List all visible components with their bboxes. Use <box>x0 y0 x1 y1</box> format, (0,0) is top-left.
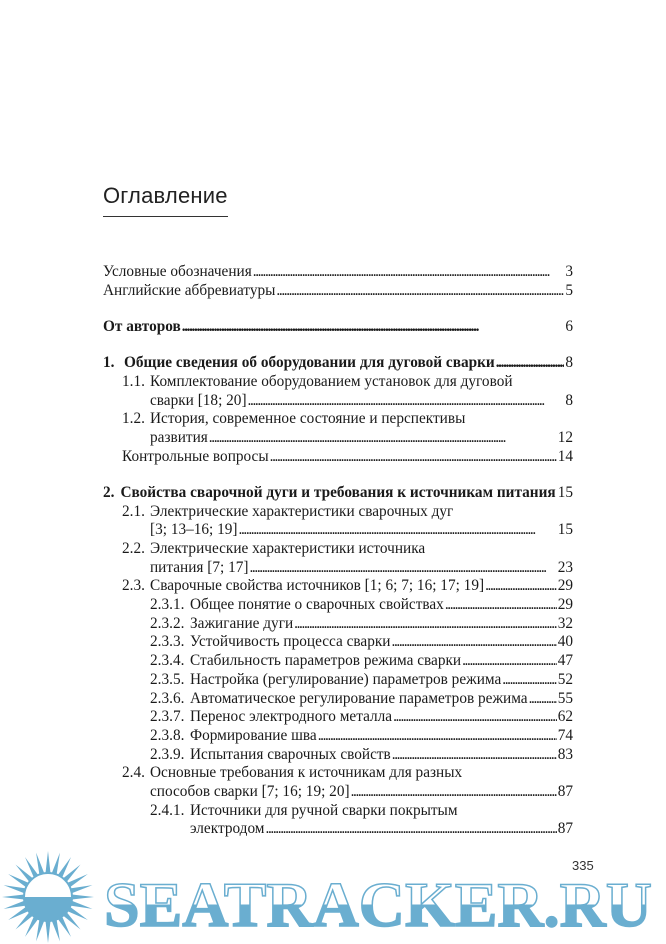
toc-entry-title: Зажигание дуги <box>190 614 294 632</box>
sun-ray <box>70 885 92 893</box>
dot-leader <box>529 690 557 709</box>
toc-entry-title: Условные обозначения <box>103 263 252 280</box>
toc-entry[interactable] <box>103 540 573 559</box>
page-title: Оглавление <box>103 183 228 208</box>
toc-entry[interactable] <box>103 708 573 727</box>
dot-leader <box>249 559 556 578</box>
dot-leader <box>502 671 556 690</box>
toc-entry[interactable] <box>103 318 573 337</box>
sun-ray <box>36 853 44 875</box>
toc-entry-title: Свойства сварочной дуги и требования к источникам питания <box>120 483 556 501</box>
toc-entry[interactable] <box>103 690 573 709</box>
dot-leader <box>266 820 557 839</box>
toc-page-number: 62 <box>557 708 573 726</box>
toc-entry-title: Устойчивость процесса сварки <box>190 633 391 651</box>
toc-entry-number: 2.1. <box>122 502 145 520</box>
toc-page-number: 52 <box>557 670 573 688</box>
toc-entry-title: Перенос электродного металла <box>190 708 393 726</box>
toc-entry-number: 2.3.2. <box>150 614 185 632</box>
toc-page-number: 29 <box>557 577 573 595</box>
toc-entry[interactable] <box>103 615 573 634</box>
toc-page-number: 40 <box>557 633 573 651</box>
toc-entry[interactable] <box>103 503 573 522</box>
toc-entry-title: способов сварки [7; 16; 19; 20] <box>150 783 350 801</box>
toc-entry-number: 1.1. <box>122 372 145 390</box>
toc-entry-number: 2.3.6. <box>150 689 185 707</box>
sun-ray <box>72 894 94 899</box>
dot-leader <box>351 783 557 802</box>
toc-page-number: 29 <box>557 596 573 614</box>
toc-entry[interactable] <box>103 783 573 802</box>
toc-entry-title: Основные требования к источникам для разных <box>150 764 463 782</box>
toc-page-number: 32 <box>557 614 573 632</box>
toc-page-number: 83 <box>557 745 573 763</box>
dot-leader <box>248 392 565 411</box>
toc-entry[interactable] <box>103 671 573 690</box>
dot-leader <box>392 633 557 652</box>
toc-entry-title: Контрольные вопросы <box>122 447 269 465</box>
toc-entry-title: [3; 13–16; 19] <box>150 521 238 539</box>
toc-page-number: 55 <box>557 689 573 707</box>
toc-entry[interactable] <box>103 282 573 301</box>
toc-entry-title: Автоматическое регулирование параметров режима <box>190 689 528 707</box>
sun-ray <box>52 919 60 941</box>
dot-leader <box>182 318 565 337</box>
page-number: 335 <box>572 858 594 873</box>
sun-ray <box>4 901 26 909</box>
toc-entry-title: Настройка (регулирование) параметров режима <box>190 670 502 688</box>
dot-leader <box>276 282 564 301</box>
dot-leader <box>496 354 565 373</box>
toc-entry-number: 2.3.9. <box>150 745 185 763</box>
toc-entry[interactable] <box>103 596 573 615</box>
toc-entry[interactable] <box>103 820 573 839</box>
toc-entry-number: 1.2. <box>122 410 145 428</box>
toc-entry-number: 1. <box>103 354 115 372</box>
dot-leader <box>393 708 557 727</box>
toc-entry[interactable] <box>103 746 573 765</box>
toc-entry-number: 2.3.4. <box>150 652 185 670</box>
toc-page-number: 12 <box>557 428 573 446</box>
toc-entry[interactable] <box>103 633 573 652</box>
toc-group <box>103 354 573 466</box>
toc-page-number: 5 <box>565 281 573 299</box>
toc-entry[interactable] <box>103 577 573 596</box>
dot-leader <box>209 429 557 448</box>
toc-entry-title: Общие сведения об оборудовании для дуговой сварки <box>124 354 495 372</box>
sun-ray <box>52 853 60 875</box>
toc-group <box>103 318 573 337</box>
toc-entry-number: 2.3. <box>122 577 145 595</box>
toc-entry-title: Общее понятие о сварочных свойствах <box>190 596 444 614</box>
dot-leader <box>445 596 557 615</box>
toc-entry-title: От авторов <box>103 317 181 335</box>
toc-page-number: 8 <box>565 354 573 372</box>
watermark-text: SEATRACKER.RU <box>104 869 652 940</box>
dot-leader <box>485 577 557 596</box>
toc-entry[interactable] <box>103 373 573 392</box>
sun-ray <box>36 919 44 941</box>
sun-ray <box>4 885 26 893</box>
toc-entry-number: 2.2. <box>122 539 145 557</box>
sun-ray <box>45 851 50 873</box>
toc-entry-number: 2.3.3. <box>150 633 185 651</box>
toc-entry-title: развития <box>150 428 208 446</box>
toc-entry-title: Электрические характеристики сварочных дуг <box>150 502 454 520</box>
toc-entry-title: Стабильность параметров режима сварки <box>190 652 462 670</box>
toc-entry[interactable] <box>103 484 573 503</box>
toc-group <box>103 263 573 300</box>
toc-entry-title: Электрические характеристики источника <box>150 539 426 557</box>
sun-ray <box>45 921 50 943</box>
toc-entry-number: 2.4.1. <box>150 801 185 819</box>
toc-page-number: 8 <box>565 391 573 409</box>
toc-entry[interactable] <box>103 448 573 467</box>
dot-leader <box>270 448 557 467</box>
sun-icon <box>2 851 94 943</box>
toc-entry[interactable] <box>103 764 573 783</box>
toc-page-number: 74 <box>557 726 573 744</box>
dot-leader <box>294 615 557 634</box>
dot-leader <box>239 521 557 540</box>
dot-leader <box>392 746 557 765</box>
title-underline <box>103 216 228 217</box>
toc-entry[interactable] <box>103 410 573 429</box>
toc-entry-number: 2. <box>103 483 115 501</box>
sun-ray <box>70 901 92 909</box>
dot-leader <box>253 263 565 282</box>
toc-entry-title: сварки [18; 20] <box>150 391 247 409</box>
watermark-logo <box>0 842 666 944</box>
toc-entry-title: Формирование шва <box>190 726 317 744</box>
toc-page-number: 47 <box>557 652 573 670</box>
toc-entry[interactable] <box>103 652 573 671</box>
toc-entry[interactable] <box>103 392 573 411</box>
toc-entry[interactable] <box>103 263 573 282</box>
toc-page-number: 15 <box>557 483 573 501</box>
toc-page-number: 15 <box>557 521 573 539</box>
toc-group <box>103 484 573 839</box>
toc-entry[interactable] <box>103 727 573 746</box>
toc-entry-title: Английские аббревиатуры <box>103 281 276 299</box>
toc-page-number: 23 <box>557 558 573 576</box>
toc-entry[interactable] <box>103 559 573 578</box>
toc-entry-title: питания [7; 17] <box>150 558 249 576</box>
toc-entry-number: 2.3.7. <box>150 708 185 726</box>
toc-entry-number: 2.3.5. <box>150 670 185 688</box>
toc-entry-number: 2.4. <box>122 764 145 782</box>
toc-entry-number: 2.3.1. <box>150 596 185 614</box>
toc-entry[interactable] <box>103 429 573 448</box>
toc-entry-title: Сварочные свойства источников [1; 6; 7; 16; 17; 19] <box>150 577 485 595</box>
toc-entry-title: Комплектование оборудованием установок для дуговой <box>150 372 513 390</box>
toc-entry-title: электродом <box>190 820 265 838</box>
toc-entry[interactable] <box>103 354 573 373</box>
toc-entry[interactable] <box>103 802 573 821</box>
dot-leader <box>318 727 557 746</box>
dot-leader <box>462 652 557 671</box>
toc-entry[interactable] <box>103 521 573 540</box>
toc-entry-title: История, современное состояние и перспективы <box>150 410 466 428</box>
sun-ray <box>2 894 24 899</box>
toc-page-number: 87 <box>557 783 573 801</box>
toc-entry-number: 2.3.8. <box>150 726 185 744</box>
toc-entry-title: Испытания сварочных свойств <box>190 745 391 763</box>
toc-page-number: 87 <box>557 820 573 838</box>
toc-page-number: 6 <box>565 317 573 335</box>
toc-entry-title: Источники для ручной сварки покрытым <box>190 801 458 819</box>
toc-page-number: 3 <box>565 263 573 280</box>
table-of-contents <box>103 263 573 857</box>
toc-page-number: 14 <box>557 447 573 465</box>
